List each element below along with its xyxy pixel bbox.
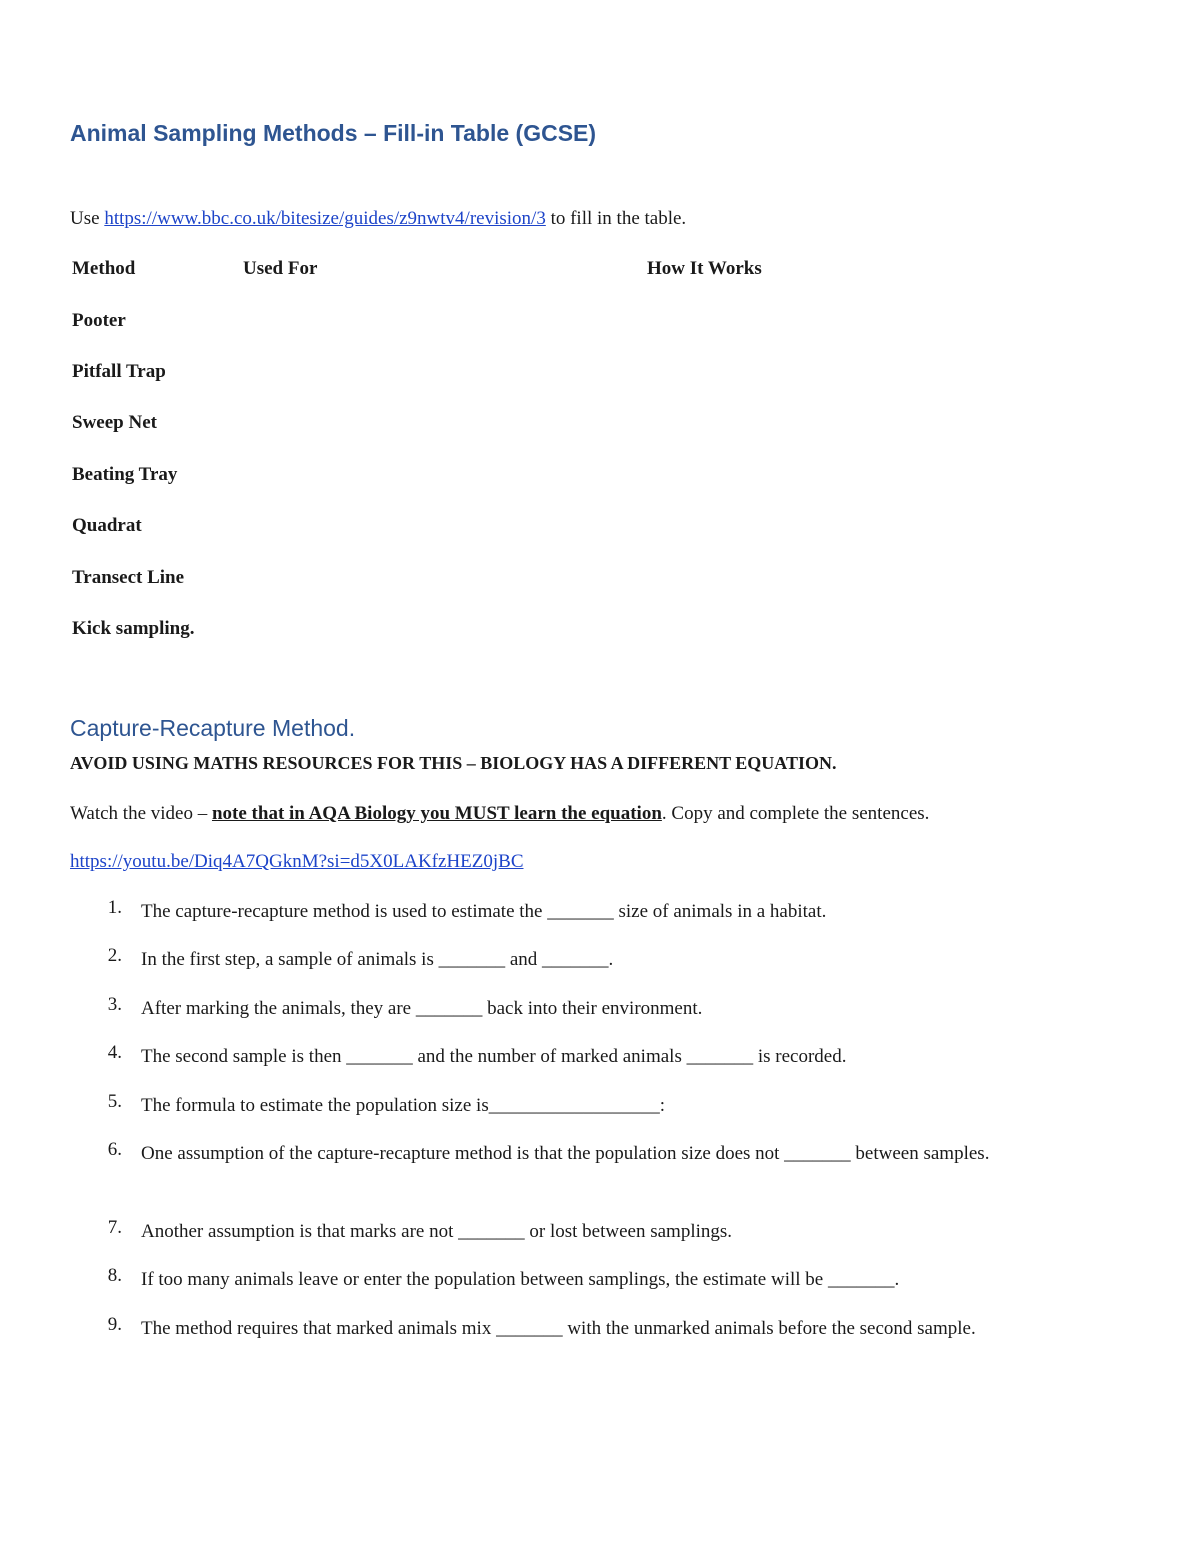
column-header-used-for: Used For [243,258,318,279]
column-header-method: Method [72,258,136,279]
method-row-pooter: Pooter [72,310,126,331]
bitesize-link[interactable]: https://www.bbc.co.uk/bitesize/guides/z9nwtv4/revision/3 [104,208,546,229]
method-row-transect-line: Transect Line [72,567,185,588]
maths-warning: AVOID USING MATHS RESOURCES FOR THIS – BIOLOGY HAS A DIFFERENT EQUATION. [70,753,837,773]
sentence-text: If too many animals leave or enter the population between samplings, the estimate will be _______. [141,1269,900,1290]
column-header-how-it-works: How It Works [647,258,762,279]
instruction-prefix: Watch the video – [70,803,212,824]
intro-paragraph [70,208,686,230]
list-number: 7. [107,1217,122,1238]
list-number: 3. [107,994,122,1015]
sentence-text: The capture-recapture method is used to estimate the _______ size of animals in a habitat. [141,901,827,922]
list-number: 2. [107,945,122,966]
sentence-text: The formula to estimate the population size is__________________: [141,1095,665,1116]
method-row-kick-sampling: Kick sampling. [72,618,195,639]
section-title-capture-recapture: Capture-Recapture Method. [70,715,356,741]
sentence-text: Another assumption is that marks are not _______ or lost between samplings. [141,1221,733,1242]
list-number: 8. [107,1265,122,1286]
sentence-text: In the first step, a sample of animals is _______ and _______. [141,949,614,970]
sentence-text: The method requires that marked animals mix _______ with the unmarked animals before the second sample. [141,1318,976,1339]
list-number: 9. [107,1314,122,1335]
list-number: 5. [107,1091,122,1112]
sentence-text: The second sample is then _______ and the number of marked animals _______ is recorded. [141,1046,847,1067]
list-number: 4. [107,1042,122,1063]
youtube-video-link[interactable]: https://youtu.be/Diq4A7QGknM?si=d5X0LAKfzHEZ0jBC [70,851,524,872]
instruction-paragraph [70,803,929,825]
method-row-sweep-net: Sweep Net [72,412,157,433]
intro-suffix: to fill in the table. [545,208,687,229]
sentence-text: One assumption of the capture-recapture method is that the population size does not _______ between samples. [141,1143,990,1164]
method-row-pitfall-trap: Pitfall Trap [72,361,166,382]
intro-prefix: Use [70,208,105,229]
video-paragraph [70,851,524,873]
list-number: 1. [107,897,122,918]
sentence-text: After marking the animals, they are _______ back into their environment. [141,998,703,1019]
page-title: Animal Sampling Methods – Fill-in Table (GCSE) [70,120,597,146]
instruction-suffix: . Copy and complete the sentences. [661,803,930,824]
instruction-emphasis: note that in AQA Biology you MUST learn the equation [211,803,662,824]
method-row-quadrat: Quadrat [72,515,142,536]
list-number: 6. [107,1139,122,1160]
method-row-beating-tray: Beating Tray [72,464,178,485]
